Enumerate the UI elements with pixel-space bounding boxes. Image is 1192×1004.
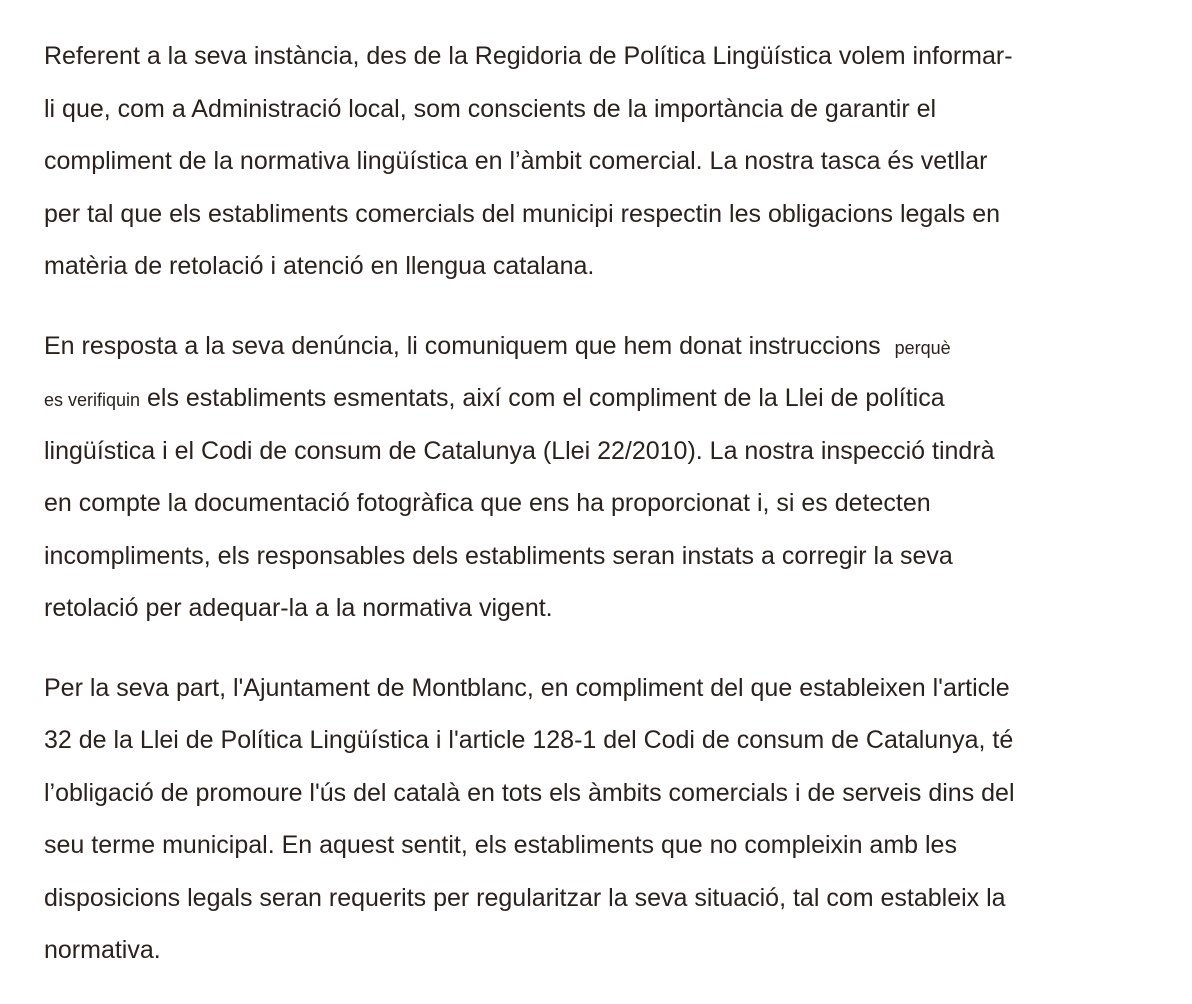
- text-line: en compte la documentació fotogràfica que ens ha proporcionat i, si es detecten: [44, 489, 931, 517]
- text-line: seu terme municipal. En aquest sentit, els establiments que no compleixin amb les: [44, 831, 957, 859]
- text-line: 32 de la Llei de Política Lingüística i l'article 128-1 del Codi de consum de Catalunya, té: [44, 726, 1014, 754]
- text-line: disposicions legals seran requerits per regularitzar la seva situació, tal com estableix la: [44, 883, 1006, 912]
- letter-body: [44, 30, 1164, 1004]
- text-segment: En resposta a la seva denúncia, li comuniquem que hem donat instruccions: [44, 331, 881, 360]
- text-line: normativa.: [44, 936, 161, 964]
- text-line: incompliments, els responsables dels establiments seran instats a corregir la seva: [44, 541, 953, 570]
- text-line: per tal que els establiments comercials del municipi respectin les obligacions legals en: [44, 199, 1001, 228]
- paragraph-1: [44, 30, 1164, 293]
- text-line: matèria de retolació i atenció en llengua catalana.: [44, 252, 595, 280]
- small-text-segment: es verifiquin: [44, 390, 141, 410]
- text-line: lingüística i el Codi de consum de Catalunya (Llei 22/2010). La nostra inspecció tindrà: [44, 436, 995, 465]
- paragraph-3: [44, 662, 1164, 977]
- text-line: [44, 320, 1164, 373]
- text-line: Referent a la seva instància, des de la Regidoria de Política Lingüística volem informar-: [44, 42, 1013, 70]
- text-line: retolació per adequar-la a la normativa vigent.: [44, 594, 553, 622]
- text-segment: els establiments esmentats, així com el compliment de la Llei de política: [147, 384, 945, 412]
- text-line: li que, com a Administració local, som conscients de la importància de garantir el: [44, 94, 937, 123]
- text-line: [44, 372, 1164, 425]
- small-text-segment: perquè: [894, 337, 951, 358]
- text-line: compliment de la normativa lingüística en l’àmbit comercial. La nostra tasca és vetllar: [44, 147, 988, 175]
- text-line: l’obligació de promoure l'ús del català en tots els àmbits comercials i de serveis dins del: [44, 778, 1015, 807]
- text-line: Per la seva part, l'Ajuntament de Montblanc, en compliment del que estableixen l'article: [44, 673, 1010, 702]
- paragraph-2: [44, 320, 1164, 635]
